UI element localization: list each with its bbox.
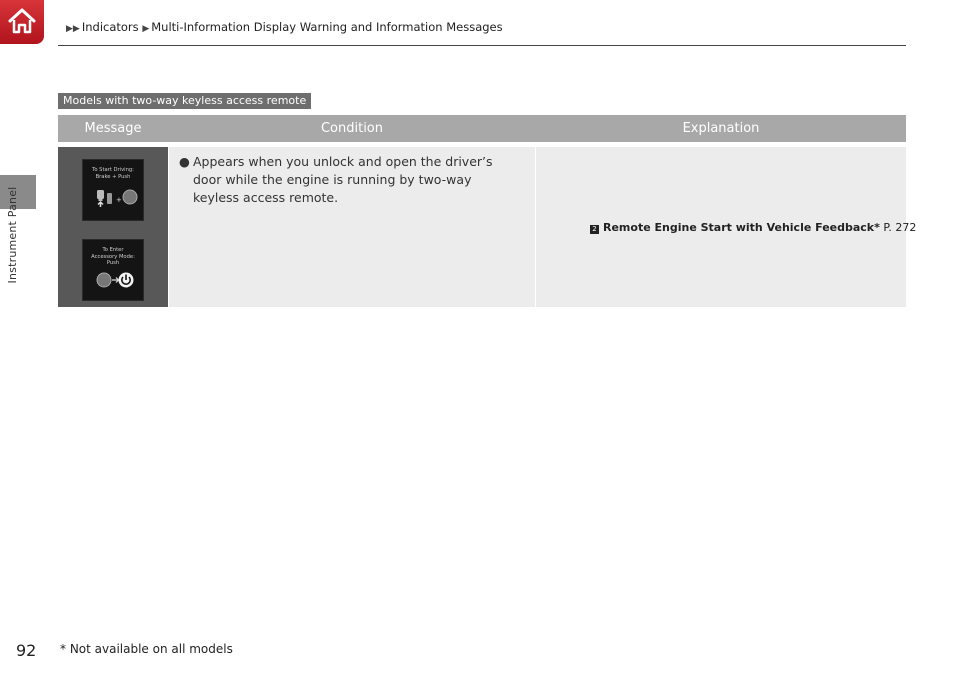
screen-text-line: Push bbox=[106, 260, 120, 266]
home-button[interactable] bbox=[0, 0, 44, 44]
cross-reference-link[interactable] bbox=[590, 221, 916, 234]
breadcrumb bbox=[66, 20, 503, 34]
table-header bbox=[58, 115, 906, 142]
display-message-accessory-mode bbox=[82, 239, 144, 301]
models-tag: Models with two-way keyless access remote bbox=[58, 93, 311, 109]
reference-page: P. 272 bbox=[879, 221, 917, 234]
reference-title: Remote Engine Start with Vehicle Feedback bbox=[603, 221, 875, 234]
screen-text-line: To Enter bbox=[102, 247, 124, 253]
screen-text-line: To Start Driving: bbox=[92, 167, 134, 173]
condition-bullet bbox=[179, 153, 521, 207]
page-number: 92 bbox=[16, 641, 37, 660]
screen-text-line: Accessory Mode: bbox=[91, 253, 135, 260]
condition-cell bbox=[169, 147, 535, 307]
brake-push-icon bbox=[83, 160, 145, 222]
power-button-icon bbox=[83, 240, 145, 302]
breadcrumb-item-indicators[interactable]: Indicators bbox=[81, 20, 139, 34]
messages-table bbox=[58, 115, 917, 307]
column-header-condition: Condition bbox=[320, 121, 384, 136]
breadcrumb-item-messages[interactable]: Multi-Information Display Warning and Information Messages bbox=[151, 20, 503, 34]
footnote: * Not available on all models bbox=[60, 642, 233, 656]
reference-arrow-icon: 2 bbox=[590, 225, 599, 234]
footnote-mark: * bbox=[874, 221, 880, 234]
column-header-explanation: Explanation bbox=[682, 121, 760, 136]
header-divider bbox=[58, 45, 906, 46]
explanation-cell bbox=[536, 147, 917, 307]
column-header-message: Message bbox=[84, 121, 142, 136]
condition-text: Appears when you unlock and open the driver’s door while the engine is running by two-way keyless access remote. bbox=[193, 154, 493, 205]
bullet-icon: ● bbox=[179, 154, 190, 169]
message-cell bbox=[58, 147, 168, 307]
breadcrumb-arrow-icon: ▶ bbox=[142, 24, 150, 34]
breadcrumb-arrow-icon: ▶▶ bbox=[66, 24, 80, 34]
section-label-text: Instrument Panel bbox=[6, 186, 19, 284]
home-icon bbox=[6, 5, 38, 37]
svg-text:+: + bbox=[116, 196, 122, 204]
table-row bbox=[58, 147, 917, 307]
section-label bbox=[6, 160, 26, 310]
screen-text-line: Brake + Push bbox=[95, 173, 131, 180]
display-message-start-driving bbox=[82, 159, 144, 221]
